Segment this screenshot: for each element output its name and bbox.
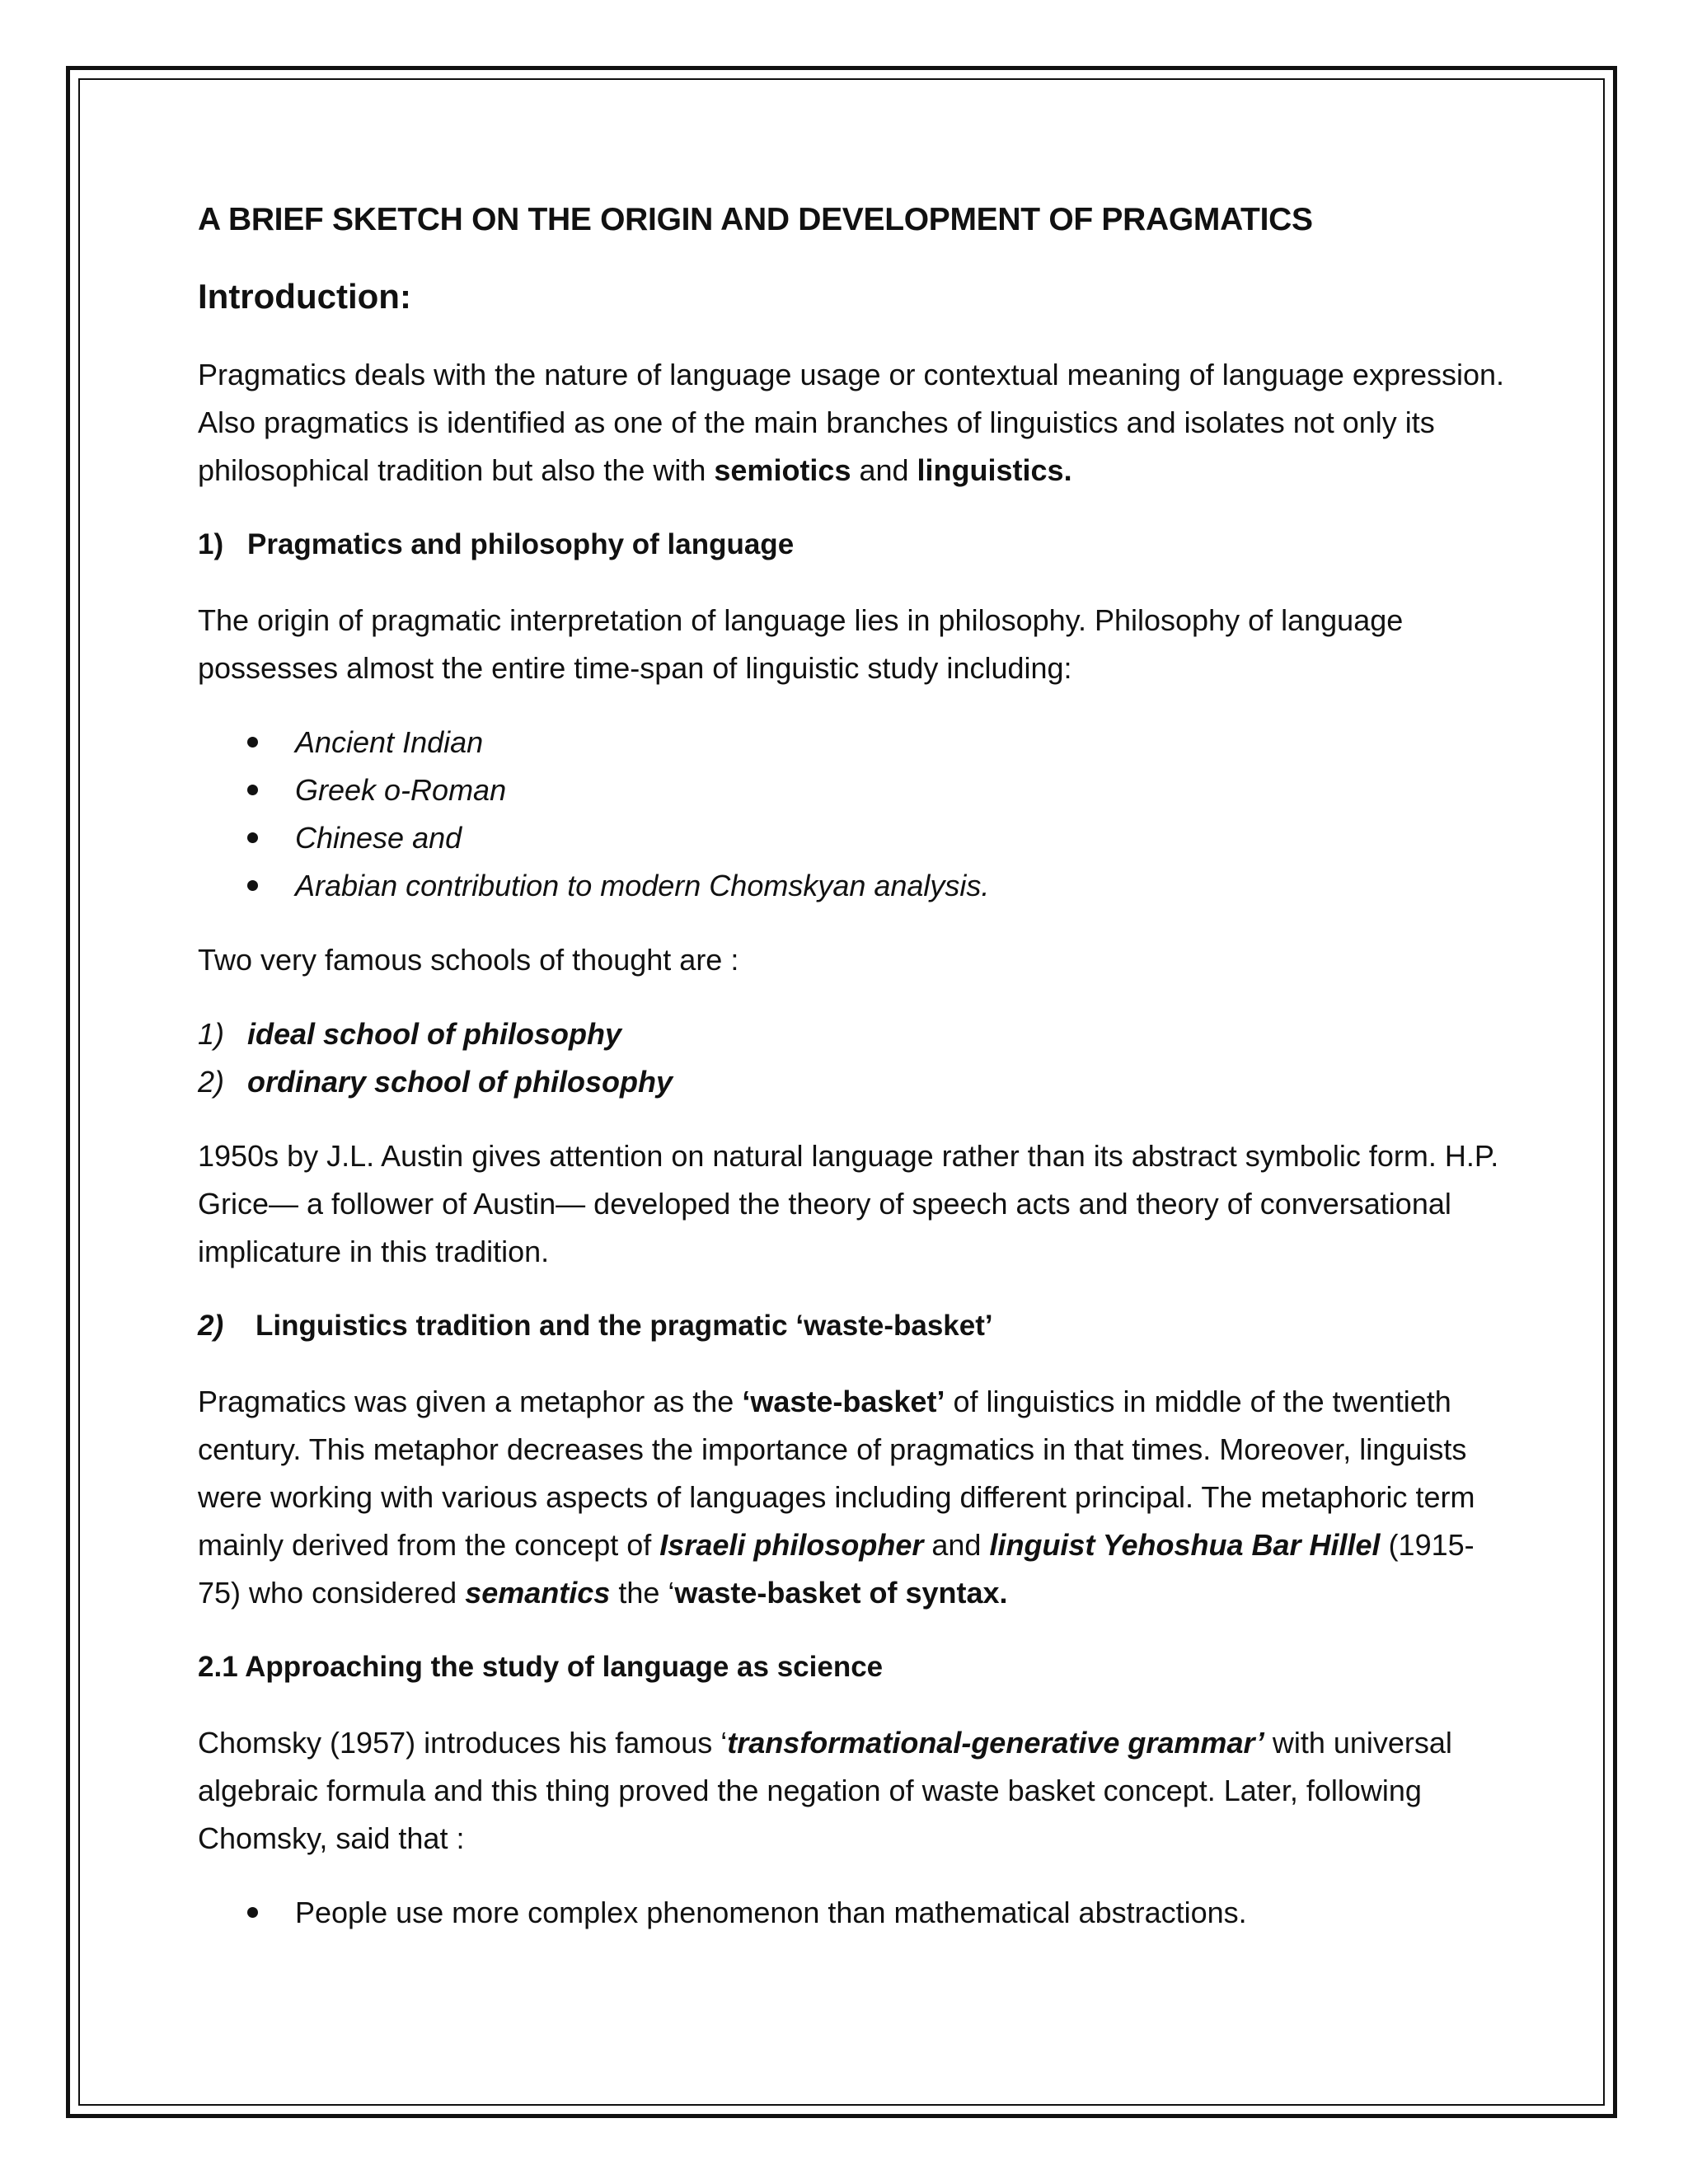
list-item: Greek o-Roman <box>198 766 1508 814</box>
section-1-paragraph-1: The origin of pragmatic interpretation of language lies in philosophy. Philosophy of language possesses almost the entire time-span of linguistic study including: <box>198 603 1404 685</box>
bullet-icon <box>247 737 258 748</box>
section-2-heading <box>198 1302 1508 1350</box>
section-1-paragraph-2: Two very famous schools of thought are : <box>198 943 739 977</box>
list-item: 2) ordinary school of philosophy <box>198 1065 673 1099</box>
intro-heading: Introduction: <box>198 277 411 316</box>
list-item: Ancient Indian <box>198 719 1508 766</box>
intro-paragraph: Pragmatics deals with the nature of language usage or contextual meaning of language expression. Also pragmatics is identified as one of the main branches of linguistics and isolates not only its philosophical tradition but also the with semiotics and linguistics. <box>198 358 1505 487</box>
section-2-title: Linguistics tradition and the pragmatic ‘waste-basket’ <box>256 1310 993 1342</box>
document-title: A BRIEF SKETCH ON THE ORIGIN AND DEVELOPMENT OF PRAGMATICS <box>198 202 1313 237</box>
section-2-paragraph: Pragmatics was given a metaphor as the ‘waste-basket’ of linguistics in middle of the twentieth century. This metaphor decreases the importance of pragmatics in that times. Moreover, linguists were working with various aspects of languages including different principal. The metaphoric term mainly derived from the concept of Israeli philosopher and linguist Yehoshua Bar Hillel (1915- 75) who considered semantics the ‘waste-basket of syntax. <box>198 1385 1475 1610</box>
bullet-icon <box>247 880 258 891</box>
section-2-1-title: 2.1 Approaching the study of language as science <box>198 1651 884 1683</box>
section-2-1-list <box>198 1889 1508 1937</box>
section-1-heading <box>198 521 1508 569</box>
list-item: Chinese and <box>198 814 1508 862</box>
section-2-number: 2) <box>198 1310 224 1342</box>
schools-list <box>198 1010 1508 1106</box>
section-2-1-paragraph: Chomsky (1957) introduces his famous ‘transformational-generative grammar’ with universal algebraic formula and this thing proved the negation of waste basket concept. Later, following Chomsky, said that : <box>198 1726 1452 1855</box>
section-2-1-heading <box>198 1643 1508 1691</box>
list-item: Arabian contribution to modern Chomskyan analysis. <box>198 862 1508 910</box>
document-body <box>198 199 1508 1963</box>
section-1-title: Pragmatics and philosophy of language <box>247 528 795 560</box>
bullet-icon <box>247 832 258 843</box>
bullet-icon <box>247 785 258 795</box>
section-1-number: 1) <box>198 528 224 560</box>
bullet-icon <box>247 1907 258 1918</box>
list-item: People use more complex phenomenon than mathematical abstractions. <box>198 1889 1508 1937</box>
section-1-paragraph-3: 1950s by J.L. Austin gives attention on natural language rather than its abstract symbolic form. H.P. Grice— a follower of Austin— developed the theory of speech acts and theory of conversational implicature in this tradition. <box>198 1139 1499 1268</box>
list-item: 1) ideal school of philosophy <box>198 1017 622 1051</box>
tradition-list <box>198 719 1508 910</box>
